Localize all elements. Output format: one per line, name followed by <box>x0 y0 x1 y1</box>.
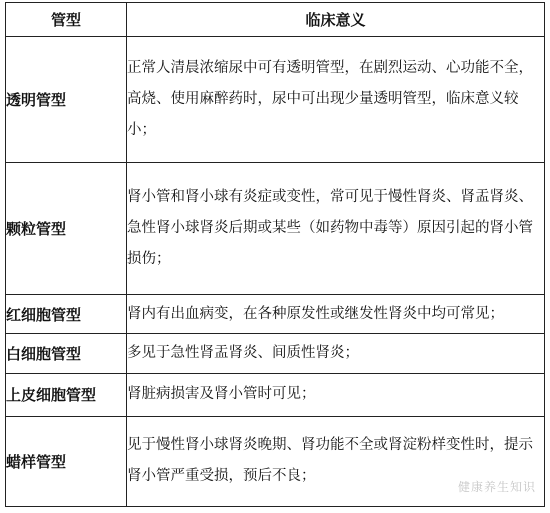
type-name: 上皮细胞管型 <box>6 373 127 416</box>
type-name: 蜡样管型 <box>6 416 127 506</box>
type-name: 颗粒管型 <box>6 162 127 294</box>
cast-type-table <box>5 2 545 507</box>
type-name: 红细胞管型 <box>6 295 127 334</box>
type-name: 白细胞管型 <box>6 334 127 373</box>
table-container <box>5 2 544 507</box>
table-row <box>6 334 545 373</box>
clinical-meaning: 见于慢性肾小球肾炎晚期、肾功能不全或肾淀粉样变性时，提示肾小管严重受损，预后不良； <box>127 416 545 506</box>
header-meaning: 临床意义 <box>127 3 545 37</box>
clinical-meaning: 肾内有出血病变，在各种原发性或继发性肾炎中均可常见； <box>127 295 545 334</box>
type-name: 透明管型 <box>6 37 127 163</box>
clinical-meaning: 正常人清晨浓缩尿中可有透明管型，在剧烈运动、心功能不全，高烧、使用麻醉药时，尿中可出现少量透明管型，临床意义较小； <box>127 37 545 163</box>
clinical-meaning: 肾小管和肾小球有炎症或变性，常可见于慢性肾炎、肾盂肾炎、急性肾小球肾炎后期或某些（如药物中毒等）原因引起的肾小管损伤； <box>127 162 545 294</box>
clinical-meaning: 肾脏病损害及肾小管时可见； <box>127 373 545 416</box>
table-row <box>6 295 545 334</box>
clinical-meaning: 多见于急性肾盂肾炎、间质性肾炎； <box>127 334 545 373</box>
table-row <box>6 373 545 416</box>
header-row <box>6 3 545 37</box>
watermark: 健康养生知识 <box>457 480 536 494</box>
table-row <box>6 162 545 294</box>
table-row <box>6 37 545 163</box>
header-type: 管型 <box>6 3 127 37</box>
